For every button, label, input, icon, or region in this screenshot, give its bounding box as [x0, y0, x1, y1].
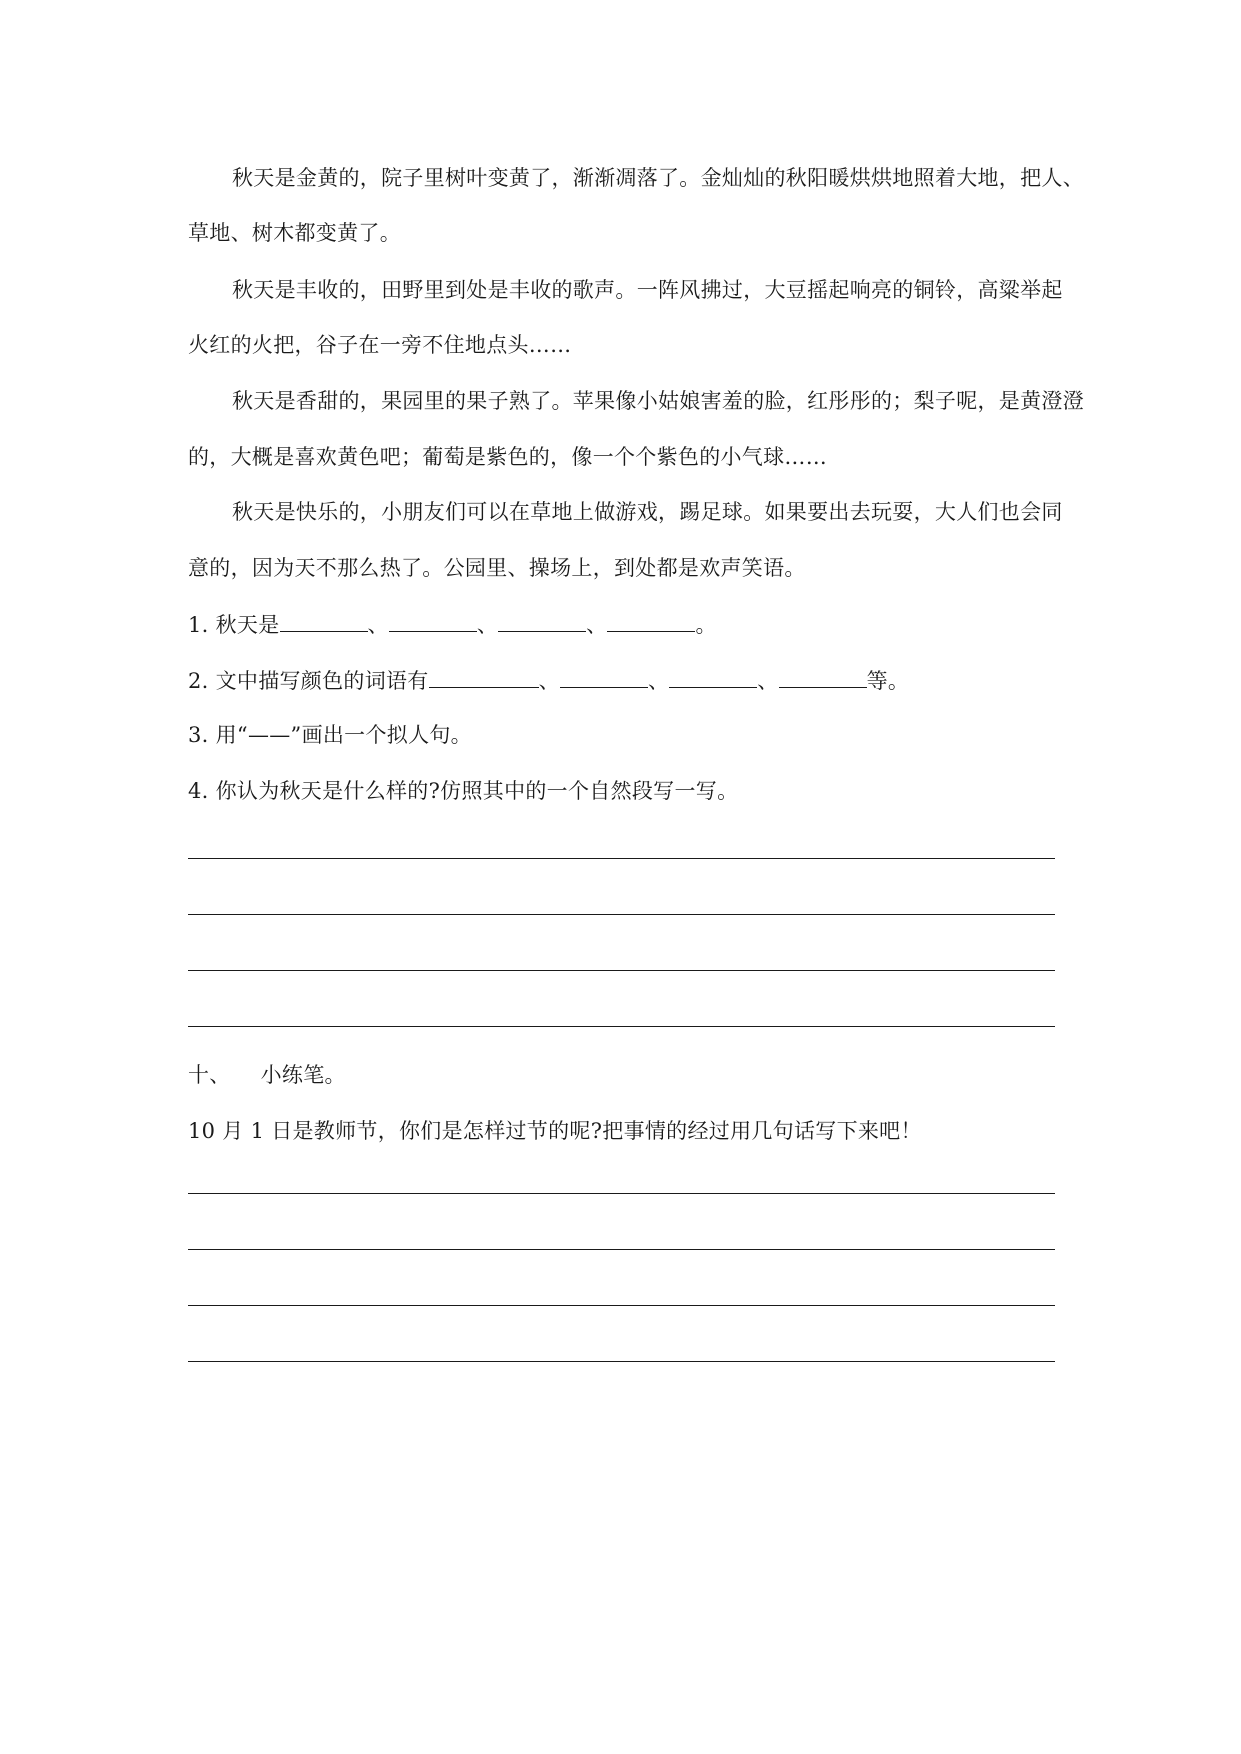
passage-p3-line1: 秋天是香甜的，果园里的果子熟了。苹果像小姑娘害羞的脸，红彤彤的；梨子呢，是黄澄澄 — [232, 389, 1084, 413]
separator: 、 — [757, 669, 779, 693]
question-2 — [188, 665, 909, 696]
passage-p2-line1: 秋天是丰收的，田野里到处是丰收的歌声。一阵风拂过，大豆摇起响亮的铜铃，高粱举起 — [232, 278, 1063, 302]
answer-blank[interactable] — [498, 609, 586, 632]
answer-blank[interactable] — [560, 665, 648, 688]
writing-line[interactable] — [188, 858, 1055, 859]
question-2-end: 等。 — [866, 669, 910, 693]
separator: 、 — [538, 669, 560, 693]
section-number: 十、 — [188, 1063, 231, 1087]
passage-p1-line2: 草地、树木都变黄了。 — [188, 221, 401, 245]
passage-p4-line2: 意的，因为天不那么热了。公园里、操场上，到处都是欢声笑语。 — [188, 556, 806, 580]
separator: 、 — [586, 613, 608, 637]
passage-p2-line2: 火红的火把，谷子在一旁不住地点头…… — [188, 333, 572, 357]
writing-line[interactable] — [188, 970, 1055, 971]
section-ten-prompt: 10 月 1 日是教师节，你们是怎样过节的呢?把事情的经过用几句话写下来吧！ — [188, 1119, 922, 1143]
question-1-end: 。 — [695, 613, 717, 637]
question-1 — [188, 609, 717, 640]
passage-p4-line1: 秋天是快乐的，小朋友们可以在草地上做游戏，踢足球。如果要出去玩耍，大人们也会同 — [232, 500, 1063, 524]
answer-blank[interactable] — [389, 609, 477, 632]
section-title: 小练笔。 — [260, 1063, 346, 1087]
writing-line[interactable] — [188, 1249, 1055, 1250]
question-4: 4. 你认为秋天是什么样的?仿照其中的一个自然段写一写。 — [188, 779, 739, 803]
answer-blank[interactable] — [779, 665, 867, 688]
passage-p3-line2: 的，大概是喜欢黄色吧；葡萄是紫色的，像一个个紫色的小气球…… — [188, 445, 827, 469]
passage-p1-line1: 秋天是金黄的，院子里树叶变黄了，渐渐凋落了。金灿灿的秋阳暖烘烘地照着大地，把人、 — [232, 166, 1084, 190]
separator: 、 — [367, 613, 389, 637]
separator: 、 — [476, 613, 499, 637]
answer-blank[interactable] — [280, 609, 368, 632]
answer-blank[interactable] — [669, 665, 757, 688]
writing-line[interactable] — [188, 1193, 1055, 1194]
question-2-prefix: 2. 文中描写颜色的词语有 — [188, 669, 429, 693]
writing-line[interactable] — [188, 914, 1055, 915]
separator: 、 — [647, 669, 670, 693]
writing-line[interactable] — [188, 1305, 1055, 1306]
question-1-prefix: 1. 秋天是 — [188, 613, 280, 637]
section-ten-heading — [188, 1060, 346, 1090]
writing-line[interactable] — [188, 1026, 1055, 1027]
answer-blank[interactable] — [429, 665, 539, 688]
question-3: 3. 用“——”画出一个拟人句。 — [188, 723, 472, 747]
answer-blank[interactable] — [607, 609, 695, 632]
writing-line[interactable] — [188, 1361, 1055, 1362]
